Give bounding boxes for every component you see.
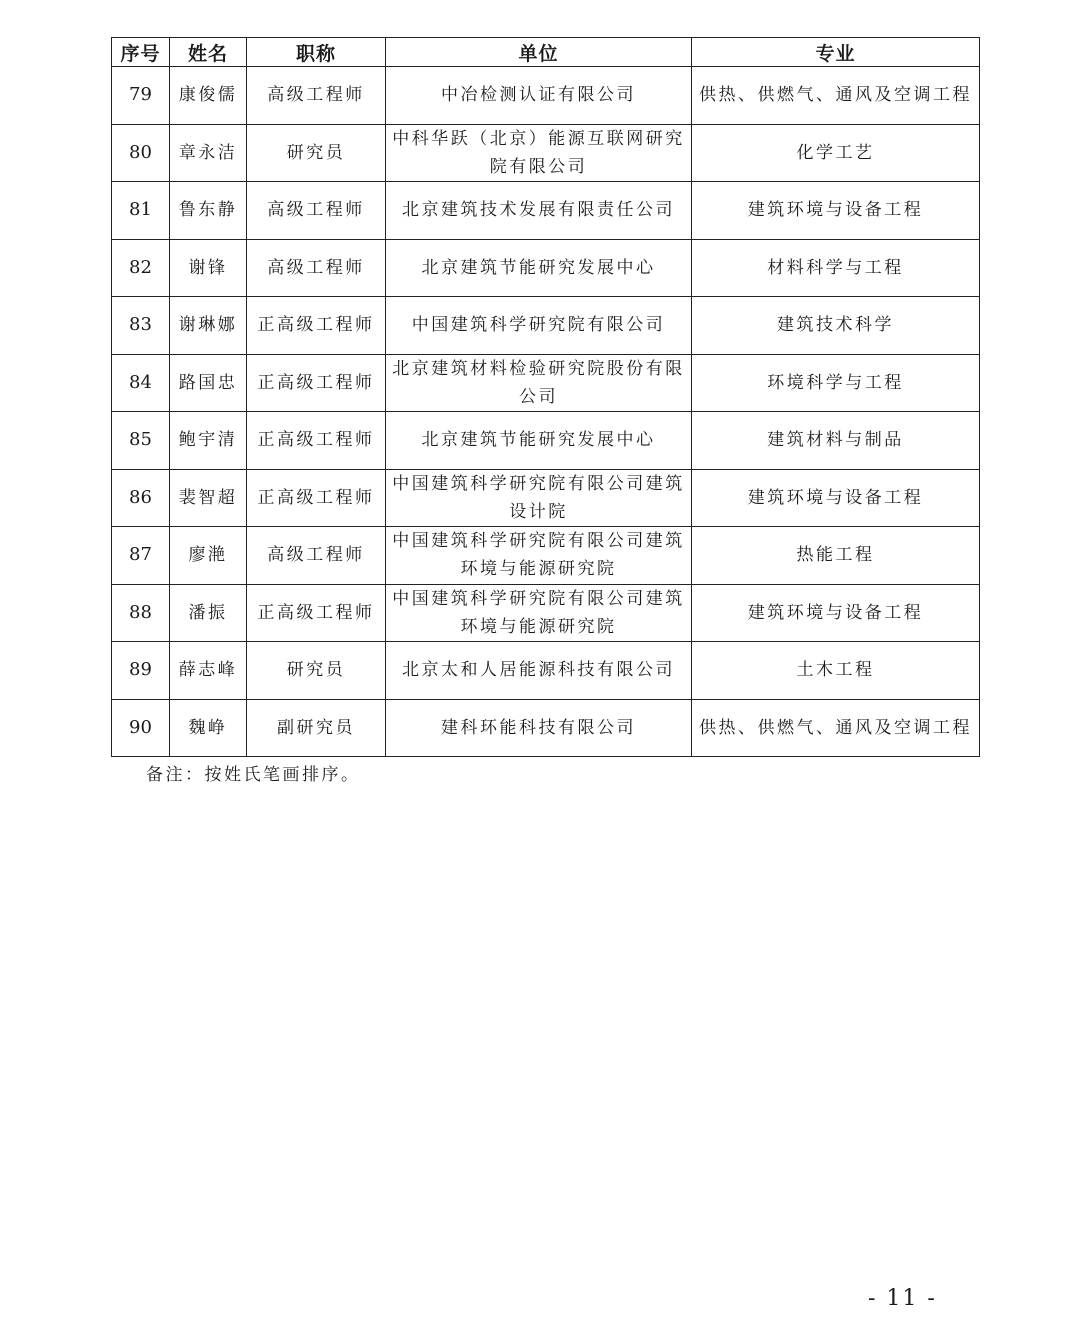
cell-title: 正高级工程师 (247, 584, 386, 642)
cell-major: 建筑技术科学 (692, 297, 980, 355)
table-row (112, 67, 980, 125)
header-unit: 单位 (386, 38, 692, 67)
table-row (112, 412, 980, 470)
table-row (112, 297, 980, 355)
cell-name: 章永洁 (170, 124, 247, 182)
cell-major: 建筑环境与设备工程 (692, 469, 980, 527)
personnel-table (111, 37, 980, 757)
cell-title: 正高级工程师 (247, 297, 386, 355)
table-header-row (112, 38, 980, 67)
cell-unit: 北京建筑节能研究发展中心 (386, 412, 692, 470)
table-row (112, 642, 980, 700)
cell-title: 高级工程师 (247, 67, 386, 125)
cell-unit: 中国建筑科学研究院有限公司建筑设计院 (386, 469, 692, 527)
cell-serial: 85 (112, 412, 170, 470)
header-name: 姓名 (170, 38, 247, 67)
cell-serial: 81 (112, 182, 170, 240)
cell-name: 魏峥 (170, 699, 247, 757)
cell-major: 建筑环境与设备工程 (692, 182, 980, 240)
cell-name: 鲍宇清 (170, 412, 247, 470)
cell-major: 供热、供燃气、通风及空调工程 (692, 67, 980, 125)
cell-title: 正高级工程师 (247, 412, 386, 470)
cell-title: 正高级工程师 (247, 354, 386, 412)
cell-major: 建筑环境与设备工程 (692, 584, 980, 642)
cell-serial: 88 (112, 584, 170, 642)
table-row (112, 527, 980, 585)
cell-serial: 87 (112, 527, 170, 585)
cell-unit: 中国建筑科学研究院有限公司建筑环境与能源研究院 (386, 584, 692, 642)
cell-unit: 中冶检测认证有限公司 (386, 67, 692, 125)
cell-title: 高级工程师 (247, 527, 386, 585)
cell-unit: 中科华跃（北京）能源互联网研究院有限公司 (386, 124, 692, 182)
cell-name: 廖滟 (170, 527, 247, 585)
cell-name: 鲁东静 (170, 182, 247, 240)
cell-title: 研究员 (247, 124, 386, 182)
cell-name: 薛志峰 (170, 642, 247, 700)
table-row (112, 699, 980, 757)
cell-title: 副研究员 (247, 699, 386, 757)
table-row (112, 182, 980, 240)
cell-major: 环境科学与工程 (692, 354, 980, 412)
cell-unit: 北京太和人居能源科技有限公司 (386, 642, 692, 700)
cell-title: 正高级工程师 (247, 469, 386, 527)
page-number: - 11 - (868, 1286, 937, 1311)
cell-unit: 北京建筑材料检验研究院股份有限公司 (386, 354, 692, 412)
cell-unit: 建科环能科技有限公司 (386, 699, 692, 757)
cell-serial: 90 (112, 699, 170, 757)
cell-serial: 86 (112, 469, 170, 527)
cell-serial: 80 (112, 124, 170, 182)
table-row (112, 239, 980, 297)
table-row (112, 469, 980, 527)
cell-title: 研究员 (247, 642, 386, 700)
cell-unit: 北京建筑节能研究发展中心 (386, 239, 692, 297)
header-major: 专业 (692, 38, 980, 67)
cell-name: 康俊儒 (170, 67, 247, 125)
cell-serial: 84 (112, 354, 170, 412)
cell-major: 土木工程 (692, 642, 980, 700)
table-row (112, 584, 980, 642)
cell-serial: 83 (112, 297, 170, 355)
cell-name: 潘振 (170, 584, 247, 642)
header-title: 职称 (247, 38, 386, 67)
cell-unit: 中国建筑科学研究院有限公司 (386, 297, 692, 355)
cell-major: 供热、供燃气、通风及空调工程 (692, 699, 980, 757)
cell-serial: 82 (112, 239, 170, 297)
table-row (112, 354, 980, 412)
cell-title: 高级工程师 (247, 239, 386, 297)
cell-name: 裴智超 (170, 469, 247, 527)
table-note: 备注：按姓氏笔画排序。 (146, 765, 361, 785)
cell-name: 路国忠 (170, 354, 247, 412)
cell-major: 热能工程 (692, 527, 980, 585)
cell-unit: 北京建筑技术发展有限责任公司 (386, 182, 692, 240)
cell-name: 谢琳娜 (170, 297, 247, 355)
cell-major: 建筑材料与制品 (692, 412, 980, 470)
cell-name: 谢锋 (170, 239, 247, 297)
cell-major: 材料科学与工程 (692, 239, 980, 297)
cell-title: 高级工程师 (247, 182, 386, 240)
header-serial: 序号 (112, 38, 170, 67)
cell-unit: 中国建筑科学研究院有限公司建筑环境与能源研究院 (386, 527, 692, 585)
cell-serial: 79 (112, 67, 170, 125)
table-row (112, 124, 980, 182)
cell-serial: 89 (112, 642, 170, 700)
cell-major: 化学工艺 (692, 124, 980, 182)
